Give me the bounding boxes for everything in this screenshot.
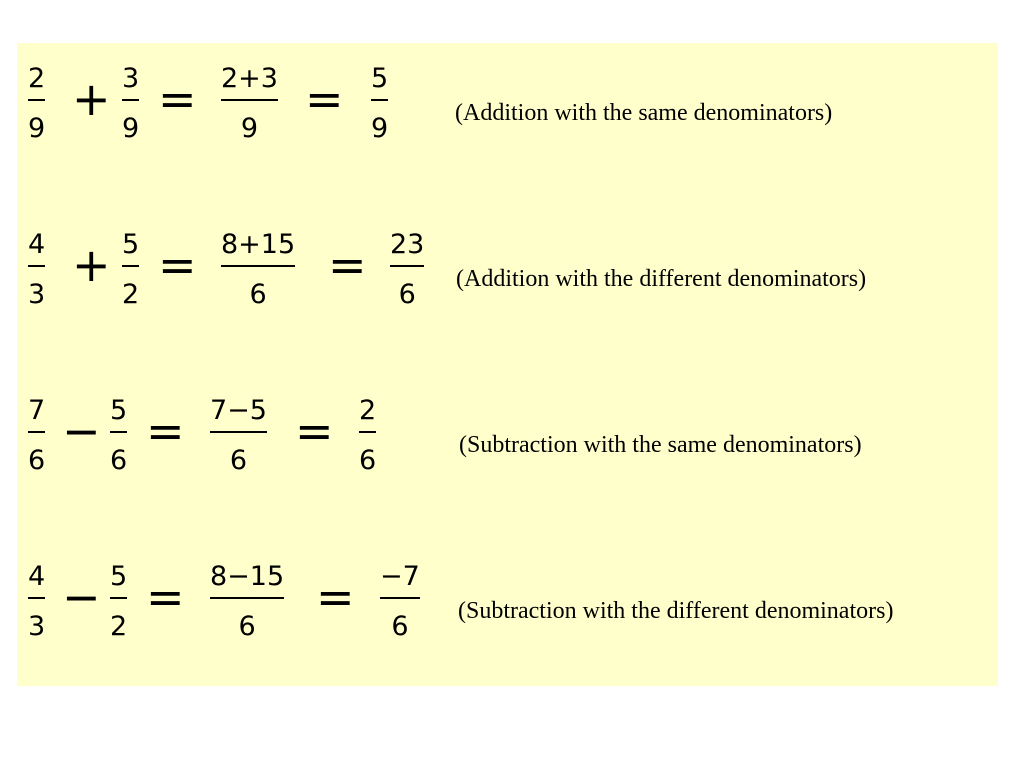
denominator: 3 — [28, 611, 46, 642]
denominator: 6 — [28, 445, 46, 476]
numerator: 3 — [122, 63, 140, 94]
denominator: 6 — [238, 611, 256, 642]
denominator: 2 — [122, 279, 140, 310]
numerator: 7 — [28, 395, 46, 426]
numerator: 2+3 — [221, 63, 278, 94]
fraction-2 — [110, 392, 127, 474]
denominator: 9 — [240, 113, 259, 144]
numerator: 8−15 — [210, 561, 285, 592]
fraction-result — [390, 226, 424, 308]
denominator: 6 — [359, 445, 377, 476]
equals-operator: = — [295, 404, 334, 458]
fraction-2 — [110, 558, 127, 640]
fraction-result — [371, 60, 388, 142]
numerator: 4 — [28, 229, 46, 260]
row-label: (Addition with the different denominators) — [456, 266, 867, 292]
equals-operator: = — [158, 238, 197, 292]
equals-operator: = — [146, 570, 185, 624]
denominator: 9 — [122, 113, 140, 144]
fraction-2 — [122, 60, 139, 142]
denominator: 9 — [371, 113, 389, 144]
row-label: (Subtraction with the different denominators) — [458, 598, 894, 624]
equals-operator: = — [146, 404, 185, 458]
denominator: 2 — [110, 611, 128, 642]
row-label: (Subtraction with the same denominators) — [459, 432, 862, 458]
minus-operator: − — [62, 570, 101, 624]
fraction-1 — [28, 558, 45, 640]
fraction-3 — [221, 60, 278, 142]
fraction-3 — [210, 392, 267, 474]
numerator: 8+15 — [221, 229, 296, 260]
denominator: 6 — [110, 445, 128, 476]
denominator: 6 — [391, 611, 409, 642]
denominator: 6 — [249, 279, 267, 310]
fraction-result — [380, 558, 420, 640]
numerator: 23 — [390, 229, 425, 260]
numerator: 5 — [110, 395, 128, 426]
numerator: 5 — [371, 63, 389, 94]
denominator: 9 — [28, 113, 46, 144]
fraction-2 — [122, 226, 139, 308]
denominator: 6 — [398, 279, 416, 310]
fraction-3 — [221, 226, 295, 308]
equals-operator: = — [305, 72, 344, 126]
numerator: 7−5 — [210, 395, 267, 426]
numerator: 4 — [28, 561, 46, 592]
minus-operator: − — [62, 404, 101, 458]
row-label: (Addition with the same denominators) — [455, 100, 833, 126]
denominator: 3 — [28, 279, 46, 310]
fraction-3 — [210, 558, 284, 640]
fraction-1 — [28, 60, 45, 142]
fraction-result — [359, 392, 376, 474]
fraction-1 — [28, 226, 45, 308]
plus-operator: + — [72, 238, 111, 292]
numerator: 2 — [359, 395, 377, 426]
denominator: 6 — [229, 445, 248, 476]
equals-operator: = — [328, 238, 367, 292]
equals-operator: = — [158, 72, 197, 126]
fraction-1 — [28, 392, 45, 474]
plus-operator: + — [72, 72, 111, 126]
numerator: −7 — [380, 561, 420, 592]
numerator: 5 — [122, 229, 140, 260]
numerator: 5 — [110, 561, 128, 592]
equals-operator: = — [316, 570, 355, 624]
numerator: 2 — [28, 63, 46, 94]
